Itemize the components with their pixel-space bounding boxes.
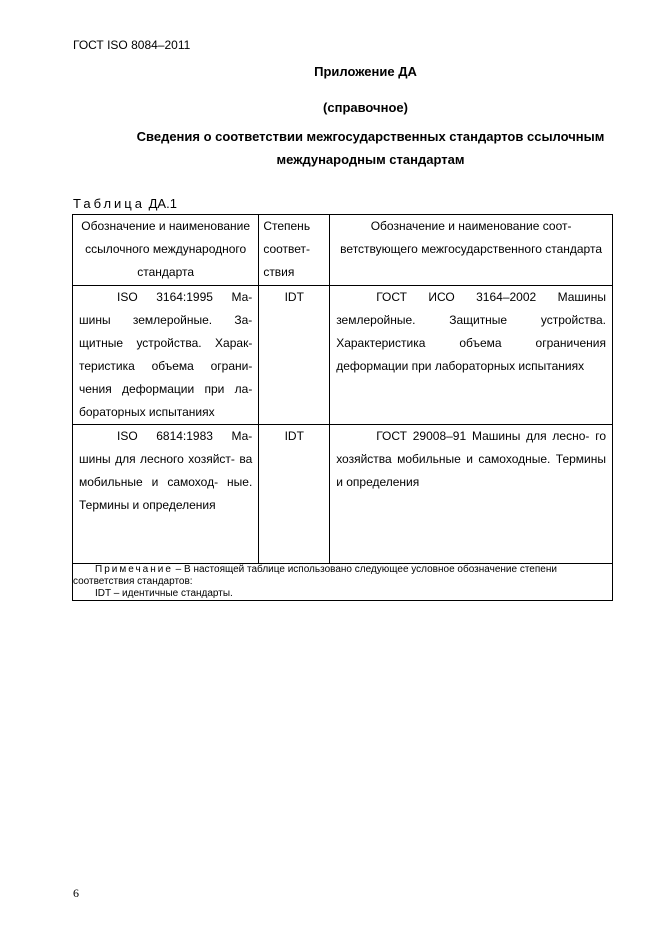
- international-standard: ISO 3164:1995 Ма- шины землеройные. За- щитные устройства. Харак- теристика объема ограни- чения деформации при ла- бораторных испытаниях: [79, 290, 253, 419]
- header-international-label: Обозначение и наименование ссылочного международного стандарта: [81, 219, 251, 279]
- interstate-standard: ГОСТ 29008–91 Машины для лесно- го хозяйства мобильные и самоходные. Термины и определения: [336, 429, 606, 489]
- header-cell-degree: [259, 215, 330, 286]
- correspondence-table: [72, 214, 613, 601]
- cell-degree: [259, 425, 330, 564]
- interstate-standard: ГОСТ ИСО 3164–2002 Машины землеройные. Защитные устройства. Характеристика объема ограничения деформации при лабораторных испытаниях: [336, 290, 606, 373]
- page-number: 6: [73, 886, 79, 900]
- table-caption: [73, 196, 177, 211]
- table-note-row: [73, 564, 613, 601]
- header-cell-interstate: [330, 215, 613, 286]
- table-note: [73, 564, 613, 601]
- header-cell-international: [73, 215, 259, 286]
- note-label: Примечание: [95, 564, 173, 575]
- table-header-row: [73, 215, 613, 286]
- annex-title: Приложение ДА: [314, 64, 417, 79]
- table-caption-number: ДА.1: [148, 196, 177, 211]
- cell-international: [73, 286, 259, 425]
- cell-degree: [259, 286, 330, 425]
- degree-value: IDT: [284, 429, 304, 443]
- annex-type: (справочное): [323, 100, 408, 115]
- note-item: IDT – идентичные стандарты.: [95, 588, 233, 599]
- note-text: [73, 564, 612, 588]
- international-standard: ISO 6814:1983 Ма- шины для лесного хозяйст- ва мобильные и самоход- ные. Термины и определения: [79, 429, 253, 512]
- table-row: [73, 286, 613, 425]
- note-body: – В настоящей таблице использовано следующее условное обозначение степени соответствия стандартов:: [73, 564, 557, 587]
- annex-subtitle: Сведения о соответствии межгосударственных стандартов ссылочным международным стандартам: [136, 129, 605, 167]
- document-code: ГОСТ ISO 8084–2011: [73, 38, 191, 52]
- cell-interstate: [330, 286, 613, 425]
- cell-interstate: [330, 425, 613, 564]
- header-degree-label: Степень соответ- ствия: [263, 219, 311, 279]
- header-interstate-label: Обозначение и наименование соот- ветствующего межгосударственного стандарта: [340, 219, 602, 256]
- table-caption-word: Таблица: [73, 196, 145, 211]
- cell-international: [73, 425, 259, 564]
- degree-value: IDT: [284, 290, 304, 304]
- table-row: [73, 425, 613, 564]
